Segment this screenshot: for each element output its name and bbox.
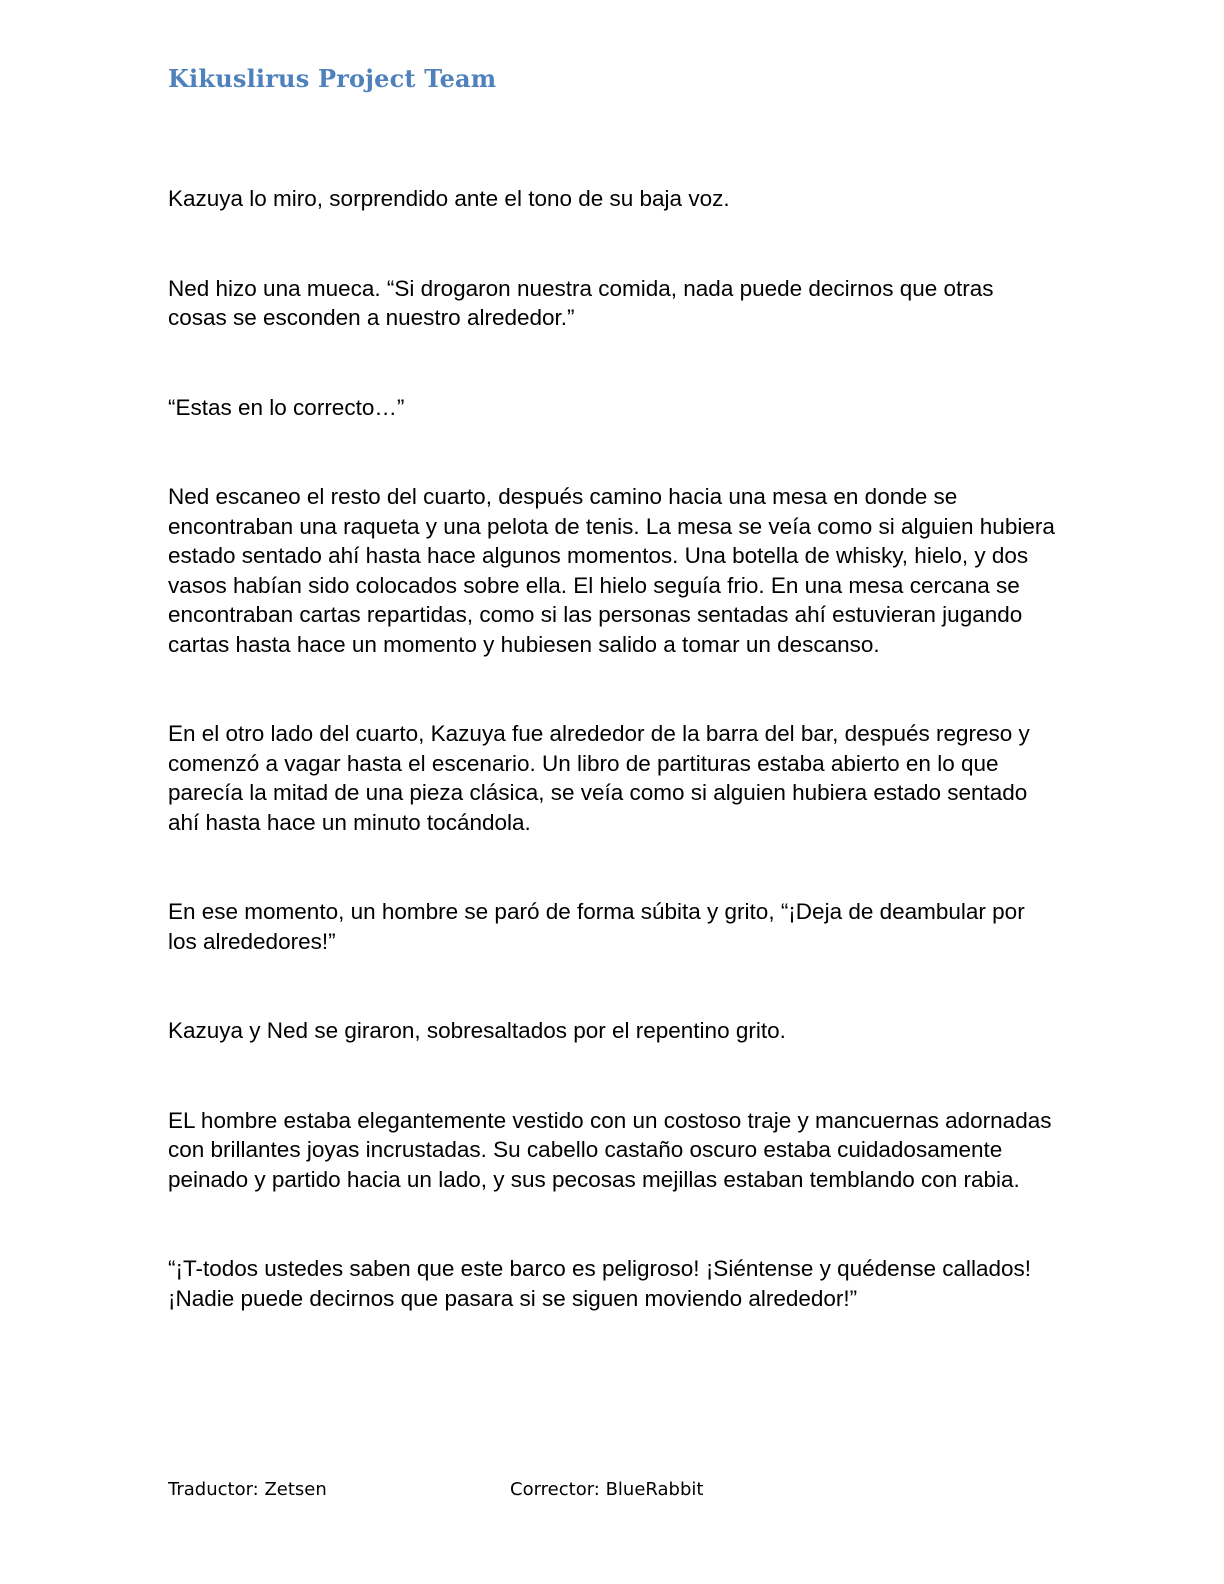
footer-corrector: Corrector: BlueRabbit [510, 1479, 704, 1500]
paragraph: En el otro lado del cuarto, Kazuya fue alrededor de la barra del bar, después regreso y comenzó a vagar hasta el escenario. Un libro de partituras estaba abierto en lo que parecía la mitad de una pieza clásica, se veía como si alguien hubiera estado sentado ahí hasta hace un minuto tocándola. [168, 721, 1030, 835]
paragraph: Kazuya y Ned se giraron, sobresaltados por el repentino grito. [168, 1018, 786, 1043]
paragraph: Ned escaneo el resto del cuarto, después camino hacia una mesa en donde se encontraban una raqueta y una pelota de tenis. La mesa se veía como si alguien hubiera estado sentado ahí hasta hace algunos momentos. Una botella de whisky, hielo, y dos vasos habían sido colocados sobre ella. El hielo seguía frio. En una mesa cercana se encontraban cartas repartidas, como si las personas sentadas ahí estuvieran jugando cartas hasta hace un momento y hubiesen salido a tomar un descanso. [168, 484, 1055, 657]
paragraph: “¡T-todos ustedes saben que este barco es peligroso! ¡Siéntense y quédense callados! ¡Nadie puede decirnos que pasara si se siguen moviendo alrededor!” [168, 1256, 1032, 1311]
footer-translator: Traductor: Zetsen [168, 1479, 327, 1500]
paragraph: En ese momento, un hombre se paró de forma súbita y grito, “¡Deja de deambular por los alrededores!” [168, 899, 1025, 954]
paragraph: EL hombre estaba elegantemente vestido con un costoso traje y mancuernas adornadas con brillantes joyas incrustadas. Su cabello castaño oscuro estaba cuidadosamente peinado y partido hacia un lado, y sus pecosas mejillas estaban temblando con rabia. [168, 1107, 1052, 1192]
body-text [168, 184, 1058, 1373]
paragraph: Ned hizo una mueca. “Si drogaron nuestra comida, nada puede decirnos que otras cosas se esconden a nuestro alrededor.” [168, 275, 994, 330]
paragraph: “Estas en lo correcto…” [168, 394, 405, 420]
paragraph: Kazuya lo miro, sorprendido ante el tono de su baja voz. [168, 186, 730, 211]
header-title: Kikuslirus Project Team [168, 64, 497, 93]
